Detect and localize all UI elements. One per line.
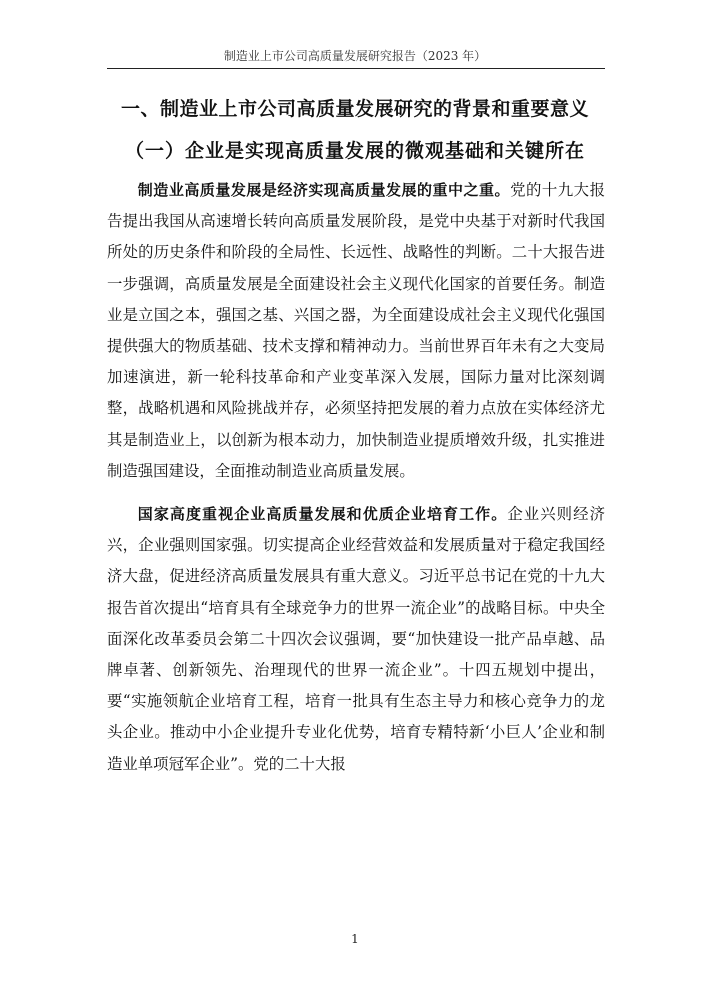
- paragraph-text: 党的十九大报告提出我国从高速增长转向高质量发展阶段，是党中央基于对新时代我国所处的历史条件和阶段的全局性、长远性、战略性的判断。二十大报告进一步强调，高质量发展是全面建设社会主义现代化国家的首要任务。制造业是立国之本，强国之基、兴国之器，为全面建设成社会主义现代化强国提供强大的物质基础、技术支撑和精神动力。当前世界百年未有之大变局加速演进，新一轮科技革命和产业变革深入发展，国际力量对比深刻调整，战略机遇和风险挑战并存，必须坚持把发展的着力点放在实体经济尤其是制造业上，以创新为根本动力，加快制造业提质增效升级，扎实推进制造强国建设，全面推动制造业高质量发展。: [107, 181, 605, 480]
- paragraph: [107, 175, 605, 487]
- paragraph-text: 企业兴则经济兴，企业强则国家强。切实提高企业经营效益和发展质量对于稳定我国经济大盘，促进经济高质量发展具有重大意义。习近平总书记在党的十九大报告首次提出“培育具有全球竞争力的世界一流企业”的战略目标。中央全面深化改革委员会第二十四次会议强调，要“加快建设一批产品卓越、品牌卓著、创新领先、治理现代的世界一流企业”。十四五规划中提出，要“实施领航企业培育工程，培育一批具有生态主导力和核心竞争力的龙头企业。推动中小企业提升专业化优势，培育专精特新‘小巨人’企业和制造业单项冠军企业”。党的二十大报: [107, 505, 605, 773]
- section-title: 一、制造业上市公司高质量发展研究的背景和重要意义: [120, 98, 589, 120]
- paragraph-lead: 国家高度重视企业高质量发展和优质企业培育工作。: [137, 505, 508, 524]
- header-divider: [107, 68, 605, 69]
- running-header: 制造业上市公司高质量发展研究报告（2023 年）: [223, 49, 487, 63]
- subsection-title: （一）企业是实现高质量发展的微观基础和关键所在: [124, 140, 585, 162]
- page-number: 1: [351, 932, 359, 946]
- body-text: [107, 175, 605, 792]
- paragraph-lead: 制造业高质量发展是经济实现高质量发展的重中之重。: [137, 181, 511, 199]
- paragraph: [107, 499, 605, 780]
